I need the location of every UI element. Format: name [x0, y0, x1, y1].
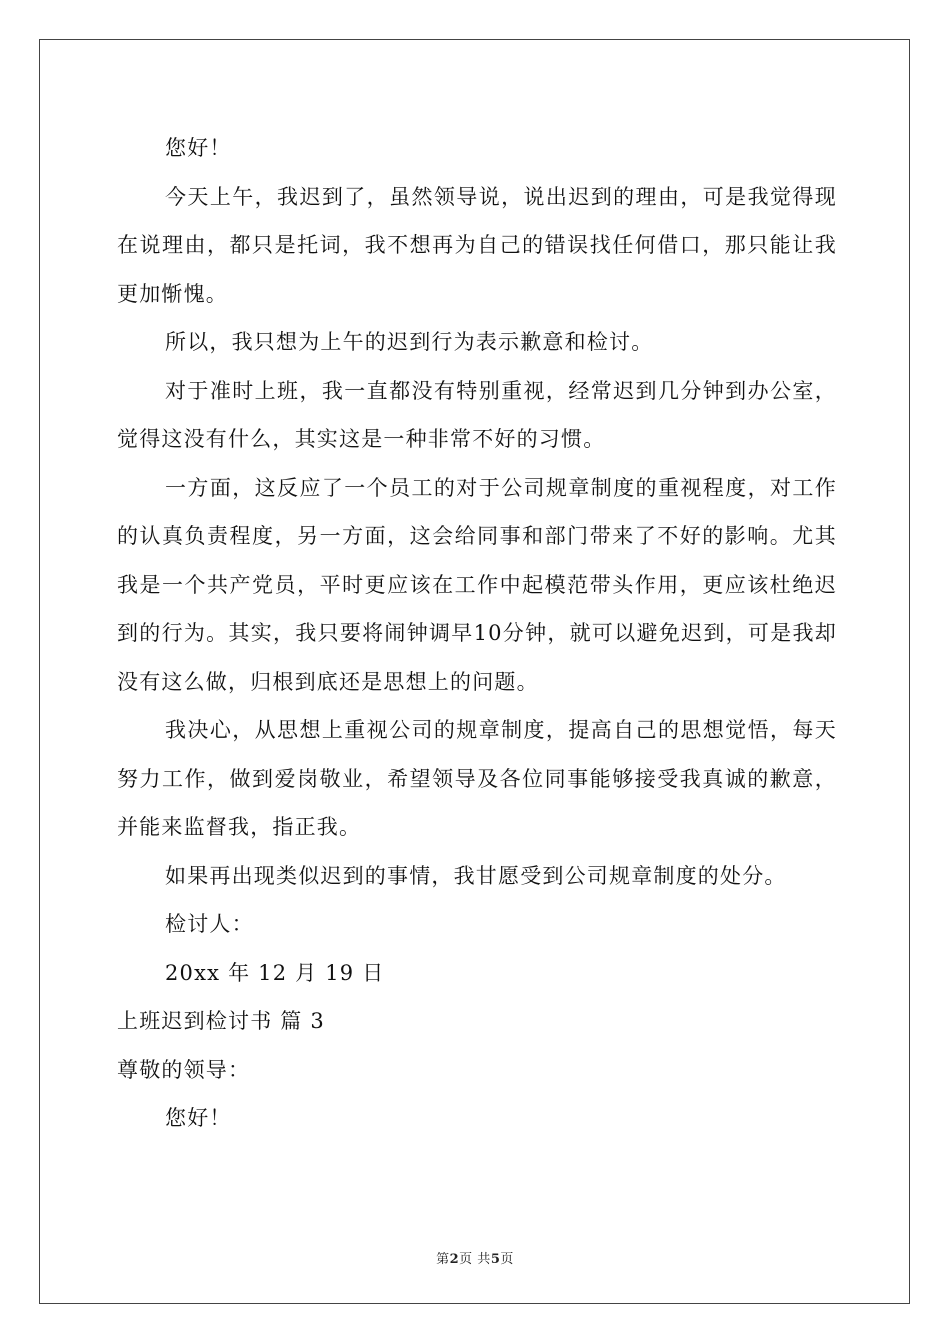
- signature-label: 检讨人：: [165, 912, 254, 936]
- greeting-paragraph: 您好！: [165, 136, 232, 160]
- greeting-paragraph: 您好！: [165, 1106, 232, 1130]
- date-line: 20xx 年 12 月 19 日: [165, 960, 385, 985]
- body-paragraph: 对于准时上班，我一直都没有特别重视，经常迟到几分钟到办公室，觉得这没有什么，其实这是一种非常不好的习惯。: [117, 378, 837, 451]
- footer-page-mid: 页 共: [459, 1252, 491, 1267]
- page-footer: [0, 1248, 950, 1267]
- document-body: [117, 124, 837, 1143]
- footer-page-prefix: 第: [436, 1252, 450, 1267]
- section-title: 上班迟到检讨书 篇 3: [117, 1009, 325, 1033]
- salutation: 尊敬的领导：: [117, 1057, 251, 1082]
- body-paragraph: 今天上午，我迟到了，虽然领导说，说出迟到的理由，可是我觉得现在说理由，都只是托词，我不想再为自己的错误找任何借口，那只能让我更加惭愧。: [117, 184, 837, 306]
- body-paragraph: 一方面，这反应了一个员工的对于公司规章制度的重视程度，对工作的认真负责程度，另一方面，这会给同事和部门带来了不好的影响。尤其我是一个共产党员，平时更应该在工作中起模范带头作用，更应该杜绝迟到的行为。其实，我只要将闹钟调早10分钟，就可以避免迟到，可是我却没有这么做，归根到底还是思想上的问题。: [117, 475, 837, 694]
- footer-total-pages: 5: [490, 1252, 501, 1267]
- body-paragraph: 所以，我只想为上午的迟到行为表示歉意和检讨。: [165, 330, 654, 354]
- body-paragraph: 如果再出现类似迟到的事情，我甘愿受到公司规章制度的处分。: [165, 863, 787, 888]
- body-paragraph: 我决心，从思想上重视公司的规章制度，提高自己的思想觉悟，每天努力工作，做到爱岗敬业，希望领导及各位同事能够接受我真诚的歉意，并能来监督我，指正我。: [117, 718, 837, 839]
- footer-current-page: 2: [449, 1252, 460, 1267]
- footer-page-suffix: 页: [500, 1252, 514, 1267]
